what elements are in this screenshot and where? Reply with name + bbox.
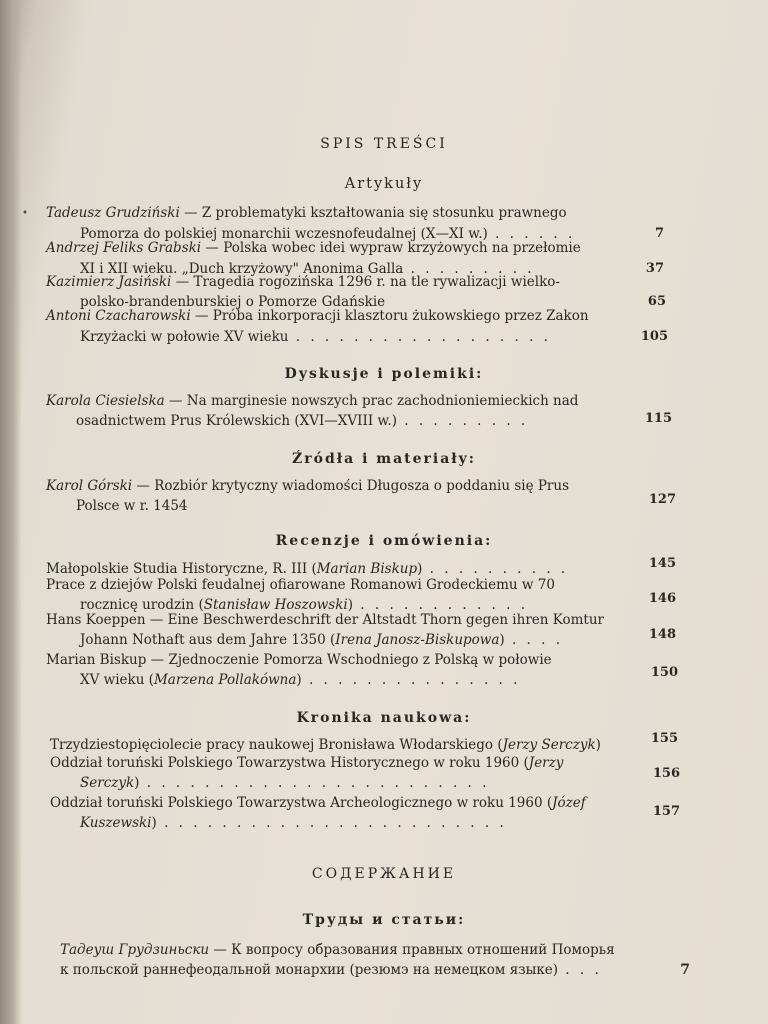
entry-author: Tadeusz Grudziński [46,205,180,221]
page-number: 146 [648,591,676,606]
entry-author: Karola Ciesielska [46,393,165,409]
entry-line [80,632,563,649]
entry-title: ) [296,672,302,688]
entry-author: Karol Górski [46,478,133,494]
entry-title: — К вопросу образования правных отношений Поморья [209,942,615,958]
entry-title: — Tragedia rogozińska 1296 r. na tle rywalizacji wielko- [171,274,560,290]
reviewer-name: Kuszewski [80,815,152,831]
entry-author: Kazimierz Jasiński [46,274,172,290]
entry-line [46,308,589,325]
entry-title: — Próba inkorporacji klasztoru żukowskiego przez Zakon [190,308,589,324]
entry-title: Krzyżacki w połowie XV wieku [80,329,289,345]
page-number: 156 [652,766,680,781]
reviewer-name: Marzena Pollakówna [153,672,297,688]
reviewer-name: Serczyk [80,775,135,791]
bullet-mark: • [22,208,28,219]
page-number: 7 [654,226,664,241]
section-heading-artykuly: Artykuły [344,176,424,192]
entry-title: ) [151,815,157,831]
entry-line [46,478,569,495]
entry-line [60,962,602,979]
leader-dots: . . . . . . . . . . . . [353,597,528,613]
entry-line [50,755,563,772]
page-number: 127 [648,492,676,507]
reviewer-name: Stanisław Hoszowski [203,597,348,613]
reviewer-name: Irena Janosz-Biskupowa [335,632,500,648]
entry-title: ) [347,597,353,613]
entry-title: к польской раннефеодальной монархии (резюмэ на немецком языке) [60,962,559,978]
entry-title: Prace z dziejów Polski feudalnej ofiarowane Romanowi Grodeckiemu w 70 [46,577,555,593]
section-heading-kronika: Kronika naukowa: [296,710,472,726]
leader-dots: . . . . . . . . . [403,261,535,277]
entry-line [46,577,555,594]
leader-dots: . . . . . . . . . . . . . . . . . . . . . . . . [156,815,507,831]
entry-author: Antoni Czacharowski [46,308,191,324]
leader-dots: . . . . [504,632,564,648]
ru-toc-heading: СОДЕРЖАНИЕ [311,866,457,882]
entry-title: rocznicę urodzin ( [80,597,204,613]
entry-title: — Na marginesie nowszych prac zachodnioniemieckich nad [164,393,579,409]
entry-line [46,274,560,291]
entry-line [46,393,578,410]
entry-title: ) [595,737,601,753]
page-number: 150 [650,665,678,680]
entry-line [50,795,586,812]
entry-line [60,942,615,959]
reviewer-name: Marian Biskup [316,561,418,577]
entry-line [76,498,188,515]
entry-line [76,413,528,430]
entry-title: osadnictwem Prus Królewskich (XVI—XVIII w.) [76,413,397,429]
ru-section-heading: Труды и статьи: [302,912,466,928]
entry-title: — Rozbiór krytyczny wiadomości Długosza o poddaniu się Prus [132,478,570,494]
entry-title: — Polska wobec idei wypraw krzyżowych na przełomie [201,240,581,256]
entry-title: — Z problematyki kształtowania się stosunku prawnego [179,205,567,221]
reviewer-name: Józef [552,795,586,811]
page-number: 155 [650,731,678,746]
entry-title: Małopolskie Studia Historyczne, R. III ( [46,561,317,577]
page-number: 157 [652,804,680,819]
entry-title: XI i XII wieku. „Duch krzyżowy" Anonima Galla [80,261,404,277]
entry-title: Polsce w r. 1454 [76,498,188,514]
entry-title: XV wieku ( [80,672,154,688]
entry-line [80,672,520,689]
page-number: 37 [645,261,664,276]
entry-line [80,775,489,792]
entry-title: ) [417,561,423,577]
reviewer-name: Jerzy Serczyk [502,737,596,753]
section-heading-dyskusje: Dyskusje i polemiki: [284,366,484,382]
entry-line [80,329,551,346]
reviewer-name: Jerzy [528,755,564,771]
entry-line [46,612,604,629]
page-number: 148 [648,627,676,642]
entry-title: Marian Biskup — Zjednoczenie Pomorza Wschodniego z Polską w połowie [46,652,552,668]
entry-line [46,652,552,669]
entry-title: Trzydziestopięciolecie pracy naukowej Bronisława Włodarskiego ( [50,737,503,753]
entry-title: Oddział toruński Polskiego Towarzystwa Historycznego w roku 1960 ( [50,755,529,771]
leader-dots: . . . [558,962,602,978]
leader-dots: . . . . . . . . . . [422,561,569,577]
page-number: 105 [640,329,668,344]
entry-title: Oddział toruński Polskiego Towarzystwa Archeologicznego w roku 1960 ( [50,795,553,811]
entry-author: Тадеуш Грудзиньски [60,942,210,958]
entry-title: polsko-brandenburskiej o Pomorze Gdańskie [80,294,386,310]
entry-title: Pomorza do polskiej monarchii wczesnofeudalnej (X—XI w.) [80,226,488,242]
leader-dots: . . . . . . . . . . . . . . . . . . . . . . . . [139,775,490,791]
leader-dots: . . . . . . . . . [396,413,529,429]
page-number: 145 [648,556,676,571]
entry-line [80,815,507,832]
entry-title: ) [499,632,505,648]
entry-line [50,737,601,754]
toc-heading: SPIS TREŚCI [320,136,448,152]
entry-title: Johann Nothaft aus dem Jahre 1350 ( [80,632,336,648]
entry-author: Andrzej Feliks Grabski [46,240,202,256]
leader-dots: . . . . . . . . . . . . . . . [301,672,521,688]
page-number: 115 [644,411,672,426]
entry-line [46,240,581,257]
section-heading-zrodla: Źródła i materiały: [292,451,476,467]
entry-line [46,205,567,222]
section-heading-recenzje: Recenzje i omówienia: [275,533,493,549]
entry-title: ) [134,775,140,791]
leader-dots: . . . . . . [487,226,576,242]
page-number: 65 [647,294,666,309]
entry-title: Hans Koeppen — Eine Beschwerdeschrift der Altstadt Thorn gegen ihren Komtur [46,612,604,628]
page-number: 7 [680,962,690,978]
leader-dots: . . . . . . . . . . . . . . . . . . [288,329,551,345]
entry-line [46,561,568,578]
